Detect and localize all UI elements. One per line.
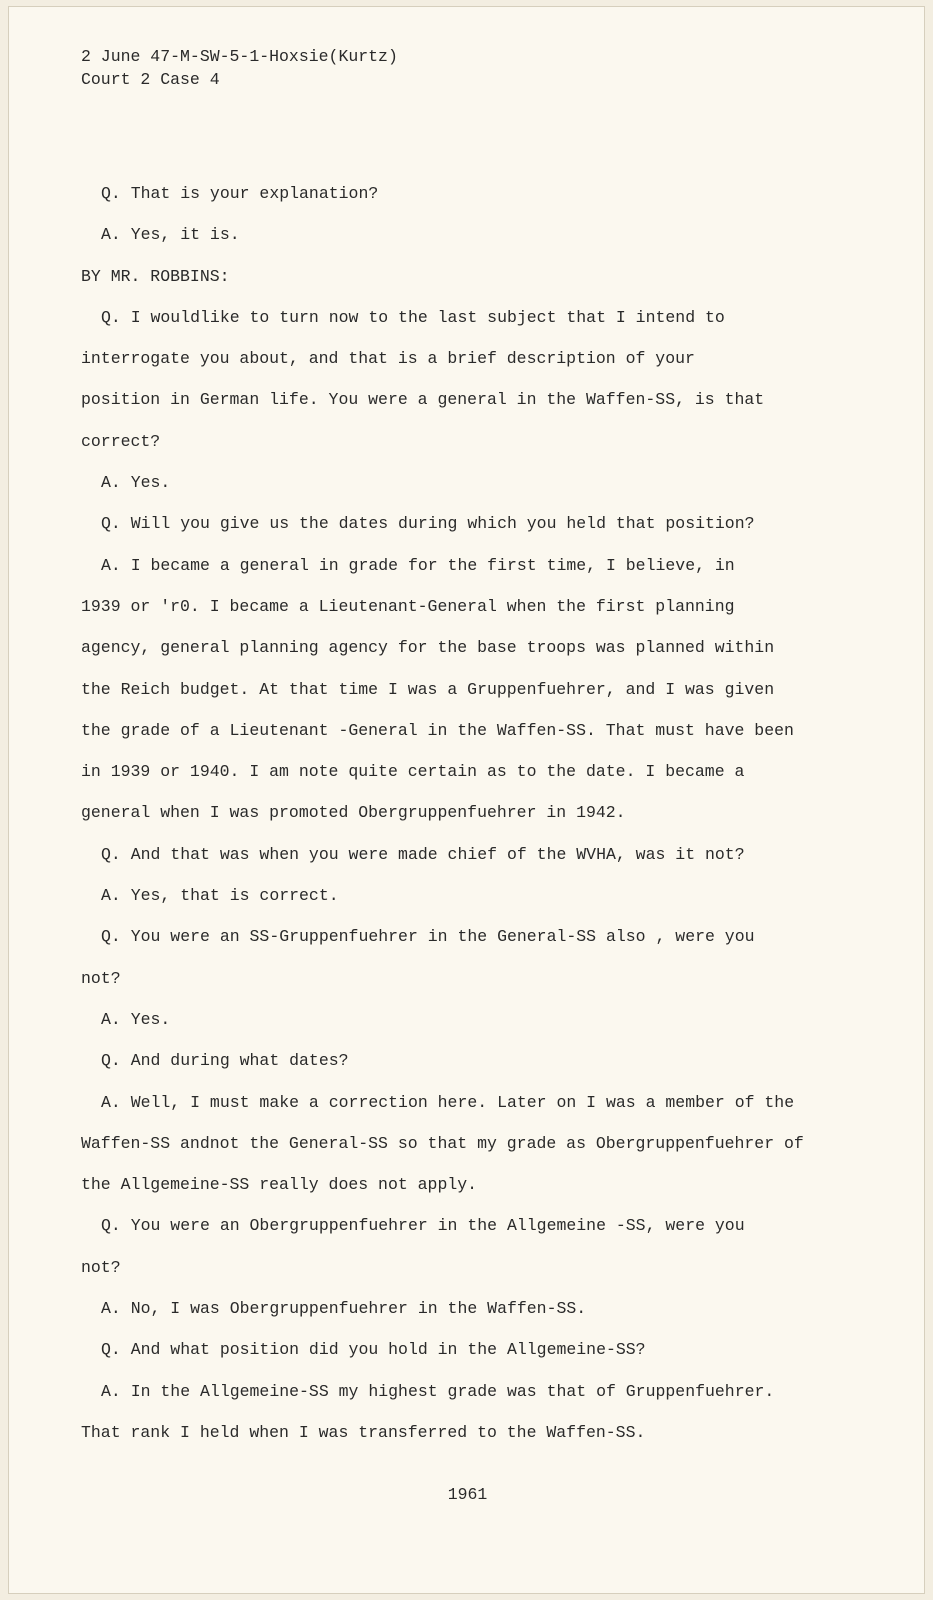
- transcript-line: not?: [81, 1257, 121, 1277]
- transcript-line: Waffen-SS andnot the General-SS so that my grade as Obergruppenfuehrer of: [81, 1133, 804, 1153]
- page-content: [81, 45, 851, 1453]
- transcript-line: Q. Will you give us the dates during which you held that position?: [101, 514, 755, 534]
- transcript-line: interrogate you about, and that is a brief description of your: [81, 349, 695, 369]
- header-reference: 2 June 47-M-SW-5-1-Hoxsie(Kurtz): [81, 47, 398, 66]
- header-court-case: Court 2 Case 4: [81, 70, 220, 89]
- transcript-line: A. Yes, it is.: [101, 225, 240, 245]
- transcript-line: the Reich budget. At that time I was a Gruppenfuehrer, and I was given: [81, 679, 775, 699]
- transcript-line: A. Well, I must make a correction here. Later on I was a member of the: [101, 1092, 795, 1112]
- transcript-line: A. Yes, that is correct.: [101, 886, 339, 906]
- transcript-line: BY MR. ROBBINS:: [81, 266, 230, 286]
- transcript-line: A. No, I was Obergruppenfuehrer in the Waffen-SS.: [101, 1299, 587, 1319]
- transcript-line: A. I became a general in grade for the first time, I believe, in: [101, 555, 735, 575]
- transcript-line: position in German life. You were a general in the Waffen-SS, is that: [81, 390, 765, 410]
- document-page: [8, 6, 925, 1594]
- transcript-line: in 1939 or 1940. I am note quite certain as to the date. I became a: [81, 762, 745, 782]
- transcript-line: Q. That is your explanation?: [101, 184, 379, 203]
- transcript-line: Q. And that was when you were made chief of the WVHA, was it not?: [101, 844, 745, 864]
- transcript-line: Q. I wouldlike to turn now to the last subject that I intend to: [101, 307, 725, 327]
- transcript-line: Q. And what position did you hold in the Allgemeine-SS?: [101, 1340, 646, 1360]
- transcript-line: Q. You were an Obergruppenfuehrer in the Allgemeine -SS, were you: [101, 1216, 745, 1236]
- transcript-line: A. Yes.: [101, 1009, 171, 1029]
- transcript-line: That rank I held when I was transferred to the Waffen-SS.: [81, 1422, 646, 1442]
- transcript-line: Q. You were an SS-Gruppenfuehrer in the General-SS also , were you: [101, 927, 755, 947]
- transcript-line: not?: [81, 968, 121, 988]
- transcript-line: the grade of a Lieutenant -General in the Waffen-SS. That must have been: [81, 720, 794, 740]
- transcript-line: Q. And during what dates?: [101, 1051, 349, 1071]
- transcript-line: agency, general planning agency for the base troops was planned within: [81, 638, 775, 658]
- transcript-body: [81, 173, 851, 1453]
- transcript-line: correct?: [81, 431, 161, 451]
- transcript-line: A. In the Allgemeine-SS my highest grade was that of Gruppenfuehrer.: [101, 1381, 775, 1401]
- page-number: 1961: [447, 1485, 488, 1504]
- transcript-line: 1939 or 'r0. I became a Lieutenant-General when the first planning: [81, 596, 735, 616]
- transcript-line: the Allgemeine-SS really does not apply.: [81, 1175, 478, 1195]
- transcript-line: general when I was promoted Obergruppenfuehrer in 1942.: [81, 803, 626, 823]
- transcript-line: A. Yes.: [101, 473, 171, 493]
